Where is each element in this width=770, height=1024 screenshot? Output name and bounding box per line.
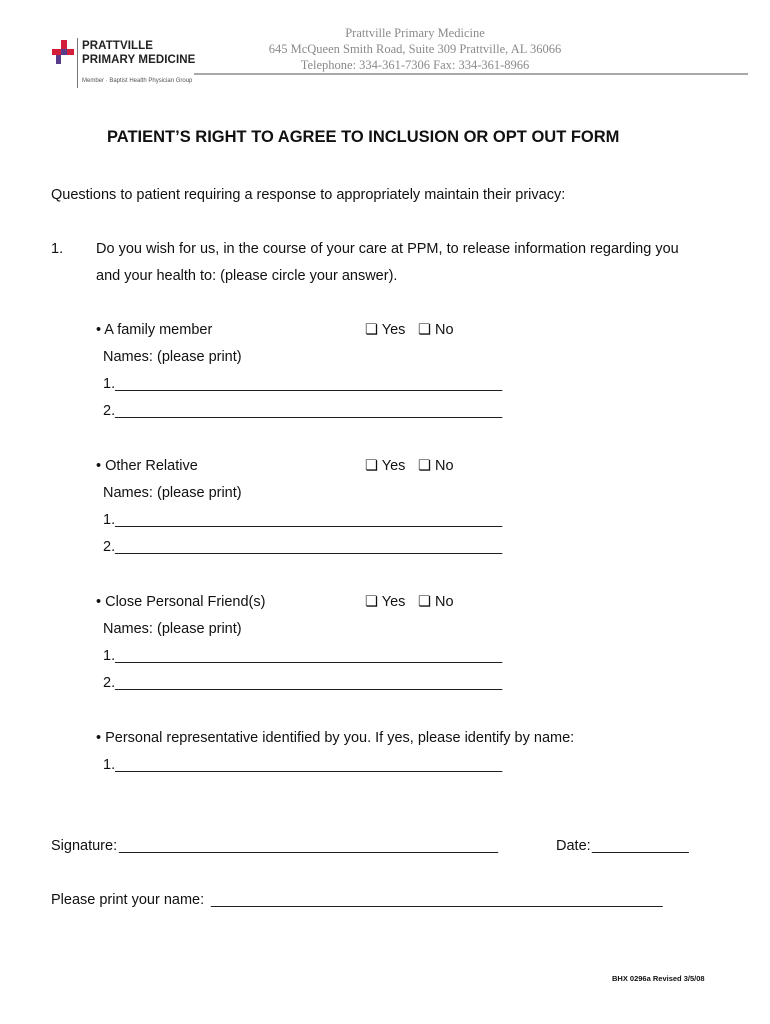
representative-label: • Personal representative identified by you. If yes, please identify by name: bbox=[96, 730, 575, 746]
question-line1: Do you wish for us, in the course of your care at PPM, to release information regarding you bbox=[96, 241, 679, 257]
category-label: • Other Relative bbox=[96, 458, 198, 474]
date-label: Date: bbox=[556, 838, 591, 854]
date-field[interactable]: ____________ bbox=[592, 838, 689, 854]
no-checkbox[interactable]: ❏ No bbox=[418, 594, 454, 610]
yes-checkbox[interactable]: ❏ Yes bbox=[365, 594, 406, 610]
logo-subtitle: Member · Baptist Health Physician Group bbox=[82, 78, 193, 84]
yes-checkbox[interactable]: ❏ Yes bbox=[365, 458, 406, 474]
name-field-1[interactable]: 1.________________________________________________ bbox=[103, 512, 503, 528]
name-field-1[interactable]: 1.________________________________________________ bbox=[103, 376, 503, 392]
no-checkbox[interactable]: ❏ No bbox=[418, 322, 454, 338]
names-label: Names: (please print) bbox=[103, 349, 242, 365]
print-name-field[interactable]: ________________________________________________________ bbox=[211, 892, 663, 908]
question-number: 1. bbox=[51, 241, 64, 257]
no-checkbox[interactable]: ❏ No bbox=[418, 458, 454, 474]
representative-name-field[interactable]: 1.________________________________________________ bbox=[103, 757, 503, 773]
form-title: PATIENT’S RIGHT TO AGREE TO INCLUSION OR OPT OUT FORM bbox=[107, 128, 620, 146]
question-line2: and your health to: (please circle your answer). bbox=[96, 268, 398, 284]
yes-checkbox[interactable]: ❏ Yes bbox=[365, 322, 406, 338]
form-revision: BHX 0296a Revised 3/5/08 bbox=[612, 974, 705, 983]
logo-divider bbox=[77, 38, 78, 88]
practice-phone: Telephone: 334-361-7306 Fax: 334-361-8966 bbox=[300, 58, 530, 72]
name-field-1[interactable]: 1.________________________________________________ bbox=[103, 648, 503, 664]
names-label: Names: (please print) bbox=[103, 621, 242, 637]
category-label: • Close Personal Friend(s) bbox=[96, 594, 266, 610]
category-label: • A family member bbox=[96, 322, 213, 338]
logo-line2: PRIMARY MEDICINE bbox=[82, 54, 196, 66]
practice-name: Prattville Primary Medicine bbox=[345, 26, 485, 40]
name-field-2[interactable]: 2.________________________________________________ bbox=[103, 675, 503, 691]
name-field-2[interactable]: 2.________________________________________________ bbox=[103, 403, 503, 419]
header-rule bbox=[194, 73, 748, 75]
logo-cross-icon bbox=[52, 40, 74, 66]
intro-text: Questions to patient requiring a response to appropriately maintain their privacy: bbox=[51, 187, 566, 203]
print-name-label: Please print your name: bbox=[51, 892, 205, 908]
names-label: Names: (please print) bbox=[103, 485, 242, 501]
name-field-2[interactable]: 2.________________________________________________ bbox=[103, 539, 503, 555]
logo-line1: PRATTVILLE bbox=[82, 40, 154, 52]
signature-label: Signature: bbox=[51, 838, 118, 854]
practice-address: 645 McQueen Smith Road, Suite 309 Prattville, AL 36066 bbox=[268, 42, 562, 56]
signature-field[interactable]: _______________________________________________ bbox=[119, 838, 499, 854]
